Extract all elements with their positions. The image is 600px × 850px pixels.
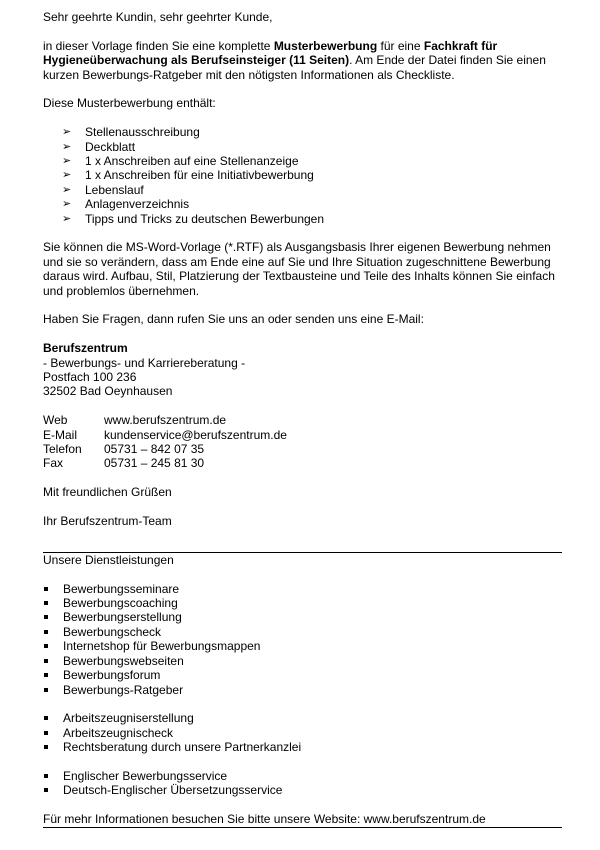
address-line: 32502 Bad Oeynhausen xyxy=(43,384,173,399)
arrow-bullet-icon: ➢ xyxy=(62,212,72,225)
intro-text-2: für eine xyxy=(377,38,424,53)
square-bullet-icon xyxy=(44,716,48,720)
arrow-bullet-icon: ➢ xyxy=(62,183,72,196)
intro-paragraph xyxy=(43,39,562,82)
salutation: Sehr geehrte Kundin, sehr geehrter Kunde, xyxy=(43,10,273,24)
services-list-1 xyxy=(43,582,562,697)
list-item xyxy=(43,683,562,697)
divider-bottom xyxy=(43,827,562,828)
list-item-label: Rechtsberatung durch unsere Partnerkanzlei xyxy=(63,740,302,755)
closing: Mit freundlichen Grüßen xyxy=(43,485,172,500)
address-line: - Bewerbungs- und Karriereberatung - xyxy=(43,355,246,370)
list-item xyxy=(43,711,562,725)
contact-label: Telefon xyxy=(43,442,82,457)
intro-text-3: . Am Ende der Datei finden Sie einen kurzen Bewerbungs-Ratgeber mit den nötigsten Informationen als Checkliste. xyxy=(43,53,546,82)
phone-value: 05731 – 842 07 35 xyxy=(104,442,205,457)
square-bullet-icon xyxy=(44,745,48,749)
list-item-label: Deutsch-Englischer Übersetzungsservice xyxy=(63,783,283,798)
list-item-label: Bewerbungs-Ratgeber xyxy=(63,682,184,697)
web-link[interactable]: www.berufszentrum.de xyxy=(104,413,227,428)
contact-label: Fax xyxy=(43,456,64,471)
square-bullet-icon xyxy=(44,688,48,692)
arrow-bullet-icon: ➢ xyxy=(62,126,72,139)
contact-row-web xyxy=(43,413,562,427)
list-item xyxy=(43,769,562,783)
list-item-label: Bewerbungscoaching xyxy=(63,596,178,611)
contact-row-fax xyxy=(43,456,562,470)
list-item xyxy=(43,639,562,653)
list-item-label: Lebenslauf xyxy=(85,182,144,197)
square-bullet-icon xyxy=(44,644,48,648)
intro-bold-2: Fachkraft für Hygieneüberwachung als Berufseinsteiger (11 Seiten) xyxy=(43,38,498,68)
contact-block xyxy=(43,413,562,471)
contact-row-email xyxy=(43,428,562,442)
footer-text: Für mehr Informationen besuchen Sie bitte unsere Website: www.berufszentrum.de xyxy=(43,812,486,827)
list-item-label: Arbeitszeugniserstellung xyxy=(63,711,194,726)
document-page xyxy=(43,10,562,828)
list-item xyxy=(43,740,562,754)
arrow-bullet-icon: ➢ xyxy=(62,155,72,168)
list-item-label: 1 x Anschreiben auf eine Stellenanzeige xyxy=(85,154,299,169)
square-bullet-icon xyxy=(44,615,48,619)
list-item-label: Arbeitszeugnischeck xyxy=(63,725,174,740)
list-item xyxy=(43,154,562,168)
list-item xyxy=(43,668,562,682)
list-item xyxy=(43,125,562,139)
list-item xyxy=(43,168,562,182)
square-bullet-icon xyxy=(44,630,48,634)
list-item xyxy=(43,582,562,596)
services-list-3 xyxy=(43,769,562,798)
services-list-2 xyxy=(43,711,562,754)
contact-row-phone xyxy=(43,442,562,456)
arrow-bullet-icon: ➢ xyxy=(62,169,72,182)
list-item-label: Bewerbungswebseiten xyxy=(63,653,184,668)
list-item xyxy=(43,140,562,154)
list-item xyxy=(43,610,562,624)
arrow-bullet-icon: ➢ xyxy=(62,198,72,211)
contents-list xyxy=(43,125,562,226)
contact-label: Web xyxy=(43,413,68,428)
signature: Ihr Berufszentrum-Team xyxy=(43,514,172,529)
list-item-label: Tipps und Tricks zu deutschen Bewerbungen xyxy=(85,211,325,226)
list-item xyxy=(43,726,562,740)
list-item xyxy=(43,654,562,668)
contents-heading: Diese Musterbewerbung enthält: xyxy=(43,96,216,111)
arrow-bullet-icon: ➢ xyxy=(62,140,72,153)
list-item-label: Bewerbungserstellung xyxy=(63,610,182,625)
contact-label: E-Mail xyxy=(43,427,78,442)
usage-paragraph: Sie können die MS-Word-Vorlage (*.RTF) als Ausgangsbasis Ihrer eigenen Bewerbung nehmen und sie so verändern, dass am Ende eine auf Sie und Ihre Situation zugeschnittene Bewerbung daraus wird. Aufbau, Stil, Platzierung der Textbausteine und Teile des Inhalts können Sie einfach und problemlos übernehmen. xyxy=(43,240,555,298)
list-item-label: Bewerbungscheck xyxy=(63,624,162,639)
list-item xyxy=(43,183,562,197)
list-item-label: Stellenausschreibung xyxy=(85,125,200,140)
square-bullet-icon xyxy=(44,673,48,677)
square-bullet-icon xyxy=(44,774,48,778)
address-block xyxy=(43,341,562,399)
list-item-label: Internetshop für Bewerbungsmappen xyxy=(63,639,261,654)
intro-text-1: in dieser Vorlage finden Sie eine komplette xyxy=(43,38,274,53)
square-bullet-icon xyxy=(44,788,48,792)
list-item xyxy=(43,212,562,226)
list-item xyxy=(43,596,562,610)
company-name-bold: Berufszentrum xyxy=(43,341,128,356)
list-item-label: Deckblatt xyxy=(85,139,136,154)
questions-paragraph: Haben Sie Fragen, dann rufen Sie uns an oder senden uns eine E-Mail: xyxy=(43,312,424,327)
list-item xyxy=(43,783,562,797)
square-bullet-icon xyxy=(44,659,48,663)
intro-bold-1: Musterbewerbung xyxy=(273,38,378,53)
services-heading: Unsere Dienstleistungen xyxy=(43,552,174,567)
company-name xyxy=(43,341,562,355)
list-item-label: Englischer Bewerbungsservice xyxy=(63,768,228,783)
list-item-label: Anlagenverzeichnis xyxy=(85,197,190,212)
square-bullet-icon xyxy=(44,731,48,735)
address-line: Postfach 100 236 xyxy=(43,370,137,385)
list-item-label: Bewerbungsforum xyxy=(63,668,161,683)
list-item xyxy=(43,197,562,211)
fax-value: 05731 – 245 81 30 xyxy=(104,456,205,471)
email-link[interactable]: kundenservice@berufszentrum.de xyxy=(104,427,287,442)
square-bullet-icon xyxy=(44,587,48,591)
list-item xyxy=(43,625,562,639)
list-item-label: Bewerbungsseminare xyxy=(63,581,180,596)
list-item-label: 1 x Anschreiben für eine Initiativbewerbung xyxy=(85,168,314,183)
square-bullet-icon xyxy=(44,601,48,605)
